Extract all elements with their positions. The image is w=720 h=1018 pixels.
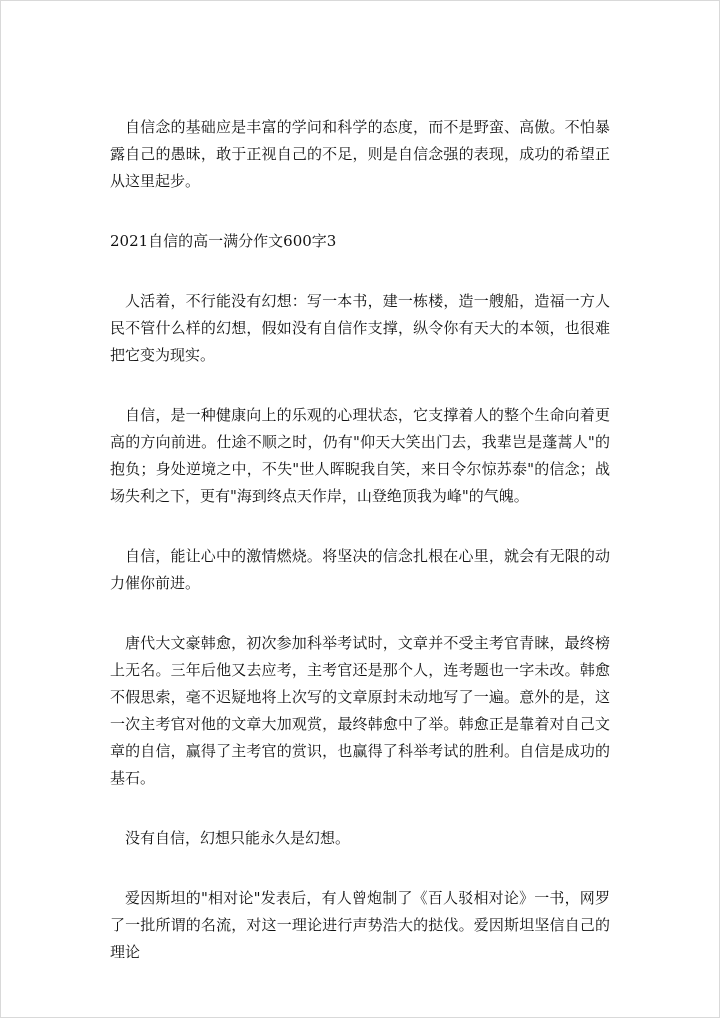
paragraph-positive-attitude: 自信，是一种健康向上的乐观的心理状态，它支撑着人的整个生命向着更高的方向前进。仕途不顺之时，仍有"仰天大笑出门去，我辈岂是蓬蒿人"的抱负；身处逆境之中，不失"世人晖睨我自笑，来日令尔惊苏泰"的信念；战场失利之下，更有"海到终点天作岸，山登绝顶我为峰"的气魄。 bbox=[110, 406, 610, 505]
paragraph-passion: 自信，能让心中的激情燃烧。将坚决的信念扎根在心里，就会有无限的动力催你前进。 bbox=[110, 547, 610, 592]
document-body bbox=[110, 114, 610, 966]
paragraph-han-yu: 唐代大文豪韩愈，初次参加科举考试时，文章并不受主考官青睐，最终榜上无名。三年后他又去应考，主考官还是那个人，连考题也一字未改。韩愈不假思索，毫不迟疑地将上次写的文章原封未动地写了一遍。意外的是，这一次主考官对他的文章大加观赏，最终韩愈中了举。韩愈正是靠着对自己文章的自信，赢得了主考官的赏识，也赢得了科举考试的胜利。自信是成功的基石。 bbox=[110, 634, 610, 787]
paragraph-no-confidence: 没有自信，幻想只能永久是幻想。 bbox=[125, 829, 351, 847]
paragraph-confidence-foundation: 自信念的基础应是丰富的学问和科学的态度，而不是野蛮、高傲。不怕暴露自己的愚昧，敢于正视自己的不足，则是自信念强的表现，成功的希望正从这里起步。 bbox=[110, 118, 610, 190]
section-heading: 2021自信的高一满分作文600字3 bbox=[110, 232, 337, 250]
paragraph-einstein: 爱因斯坦的"相对论"发表后，有人曾炮制了《百人驳相对论》一书，网罗了一批所谓的名流，对这一理论进行声势浩大的挞伐。爱因斯坦坚信自己的理论 bbox=[110, 889, 610, 961]
paragraph-dream: 人活着，不行能没有幻想：写一本书，建一栋楼，造一艘船，造福一方人民不管什么样的幻想，假如没有自信作支撑，纵令你有天大的本领，也很难把它变为现实。 bbox=[110, 292, 610, 364]
